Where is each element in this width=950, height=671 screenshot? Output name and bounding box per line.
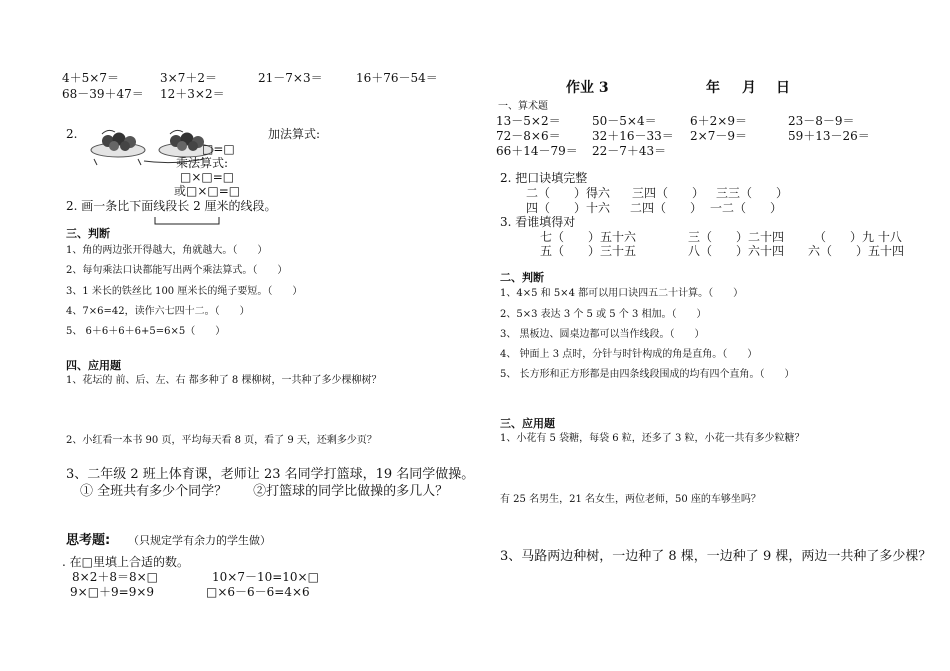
right-judge-item-2: 2、5×3 表达 3 个 5 或 5 个 3 相加。（ ）: [500, 309, 707, 320]
q2-draw-instruction: 2. 画一条比下面线段长 2 厘米的线段。: [66, 199, 277, 213]
calc-2-3: 2×7－9＝: [690, 129, 747, 143]
calc-2-1: 72－8×6＝: [496, 129, 561, 143]
calc-3-2: 22－7＋43＝: [592, 144, 667, 158]
koujue-2-2: 二四（ ）: [630, 201, 703, 215]
arith-1-2: 3×7＋2＝: [160, 71, 217, 85]
koujue-1-3: 三三（ ）: [716, 186, 789, 200]
fruit-plate-left: [91, 130, 145, 157]
fill-2-2: 八（ ）六十四: [688, 244, 785, 258]
q2-number: 2.: [66, 127, 78, 141]
fill-2-1: 五（ ）三十五: [540, 244, 637, 258]
right-app-item-1: 1、小花有 5 袋糖，每袋 6 粒，还多了 3 粒，小花一共有多少粒糖？: [500, 433, 805, 444]
right-judge-item-5: 5、 长方形和正方形都是由四条线段围成的均有四个直角。（ ）: [500, 369, 795, 380]
right-judge-item-3: 3、 黑板边、圆桌边都可以当作线段。（ ）: [500, 329, 705, 340]
homework-title: 作业 3: [566, 80, 609, 96]
left-judge-item-2: 2、每句乘法口诀都能写出两个乘法算式。（ ）: [66, 265, 288, 276]
left-app-title: 四、应用题: [66, 359, 121, 372]
arith-1-4: 16＋76－54＝: [356, 71, 438, 85]
calc-1-2: 50－5×4＝: [592, 114, 657, 128]
right-calc-title: 一、算术题: [498, 101, 548, 112]
think-intro: . 在□里填上合适的数。: [62, 555, 189, 569]
think-eq-2-2: □×6－6－6=4×6: [206, 585, 310, 599]
right-app-item-3: 3、马路两边种树，一边种了 8 棵，一边种了 9 棵，两边一共种了多少棵？: [500, 549, 932, 564]
think-eq-2-1: 9×□＋9=9×9: [70, 585, 155, 599]
left-app-item-1: 1、花坛的 前、后、左、右 都多种了 8 棵柳树，一共种了多少棵柳树？: [66, 375, 382, 386]
right-app-title: 三、应用题: [500, 417, 555, 430]
fill-title: 3. 看谁填得对: [500, 215, 576, 229]
date-month-label: 月: [742, 80, 756, 96]
koujue-1-1: 二（ ）得六: [526, 186, 611, 200]
date-day-label: 日: [776, 80, 790, 96]
fill-1-3: （ ）九 十八: [814, 230, 902, 244]
koujue-2-1: 四（ ）十六: [526, 201, 611, 215]
left-judge-item-3: 3、1 米长的铁丝比 100 厘米长的绳子要短。（ ）: [66, 286, 303, 297]
q2-box-eq2: □×□=□: [180, 170, 235, 184]
arith-1-3: 21－7×3＝: [258, 71, 323, 85]
q2-box-eq1: □=□: [202, 142, 235, 156]
calc-2-2: 32＋16－33＝: [592, 129, 674, 143]
left-judge-title: 三、判断: [66, 227, 110, 240]
left-judge-item-1: 1、角的两边张开得越大，角就越大。（ ）: [66, 245, 268, 256]
arith-1-1: 4＋5×7＝: [62, 71, 119, 85]
calc-3-1: 66＋14－79＝: [496, 144, 578, 158]
left-judge-item-5: 5、 6＋6＋6＋6+5=6×5（ ）: [66, 326, 226, 337]
right-judge-title: 二、判断: [500, 271, 544, 284]
arith-2-2: 12＋3×2＝: [160, 87, 225, 101]
arith-2-1: 68－39＋47＝: [62, 87, 144, 101]
left-judge-item-4: 4、7×6=42，读作六七四十二。（ ）: [66, 306, 250, 317]
think-eq-1-2: 10×7－10=10×□: [212, 570, 319, 584]
fill-1-1: 七（ ）五十六: [540, 230, 637, 244]
date-year-label: 年: [706, 80, 720, 96]
koujue-2-3: 一二（ ）: [710, 201, 783, 215]
calc-1-4: 23－8－9＝: [788, 114, 855, 128]
fill-1-2: 三（ ）二十四: [688, 230, 785, 244]
think-title: 思考题:: [66, 533, 111, 548]
calc-2-4: 59＋13－26＝: [788, 129, 870, 143]
segment-line: [154, 216, 220, 226]
left-app-item-2: 2、小红看一本书 90 页，平均每天看 8 页，看了 9 天，还剩多少页？: [66, 435, 377, 446]
think-eq-1-1: 8×2＋8＝8×□: [72, 570, 158, 584]
q2-multiply-label: 乘法算式:: [176, 156, 229, 170]
left-app-item-3-line1: 3、二年级 2 班上体育课，老师让 23 名同学打篮球，19 名同学做操。: [66, 467, 475, 482]
calc-1-1: 13－5×2＝: [496, 114, 561, 128]
fill-2-3: 六（ ）五十四: [808, 244, 905, 258]
calc-1-3: 6＋2×9＝: [690, 114, 747, 128]
right-judge-item-1: 1、4×5 和 5×4 都可以用口诀四五二十计算。（ ）: [500, 288, 744, 299]
think-note: （只规定学有余力的学生做）: [128, 534, 271, 547]
right-app-item-2: 有 25 名男生，21 名女生，两位老师，50 座的车够坐吗？: [500, 494, 761, 505]
q2-box-eq3: 或□×□=□: [174, 184, 241, 198]
left-app-item-3-line2: ① 全班共有多少个同学？ ②打篮球的同学比做操的多几人？: [80, 484, 449, 499]
koujue-1-2: 三四（ ）: [632, 186, 705, 200]
q2-add-label: 加法算式:: [268, 127, 321, 141]
right-judge-item-4: 4、 钟面上 3 点时，分针与时针构成的角是直角。（ ）: [500, 349, 758, 360]
koujue-title: 2. 把口诀填完整: [500, 171, 588, 185]
